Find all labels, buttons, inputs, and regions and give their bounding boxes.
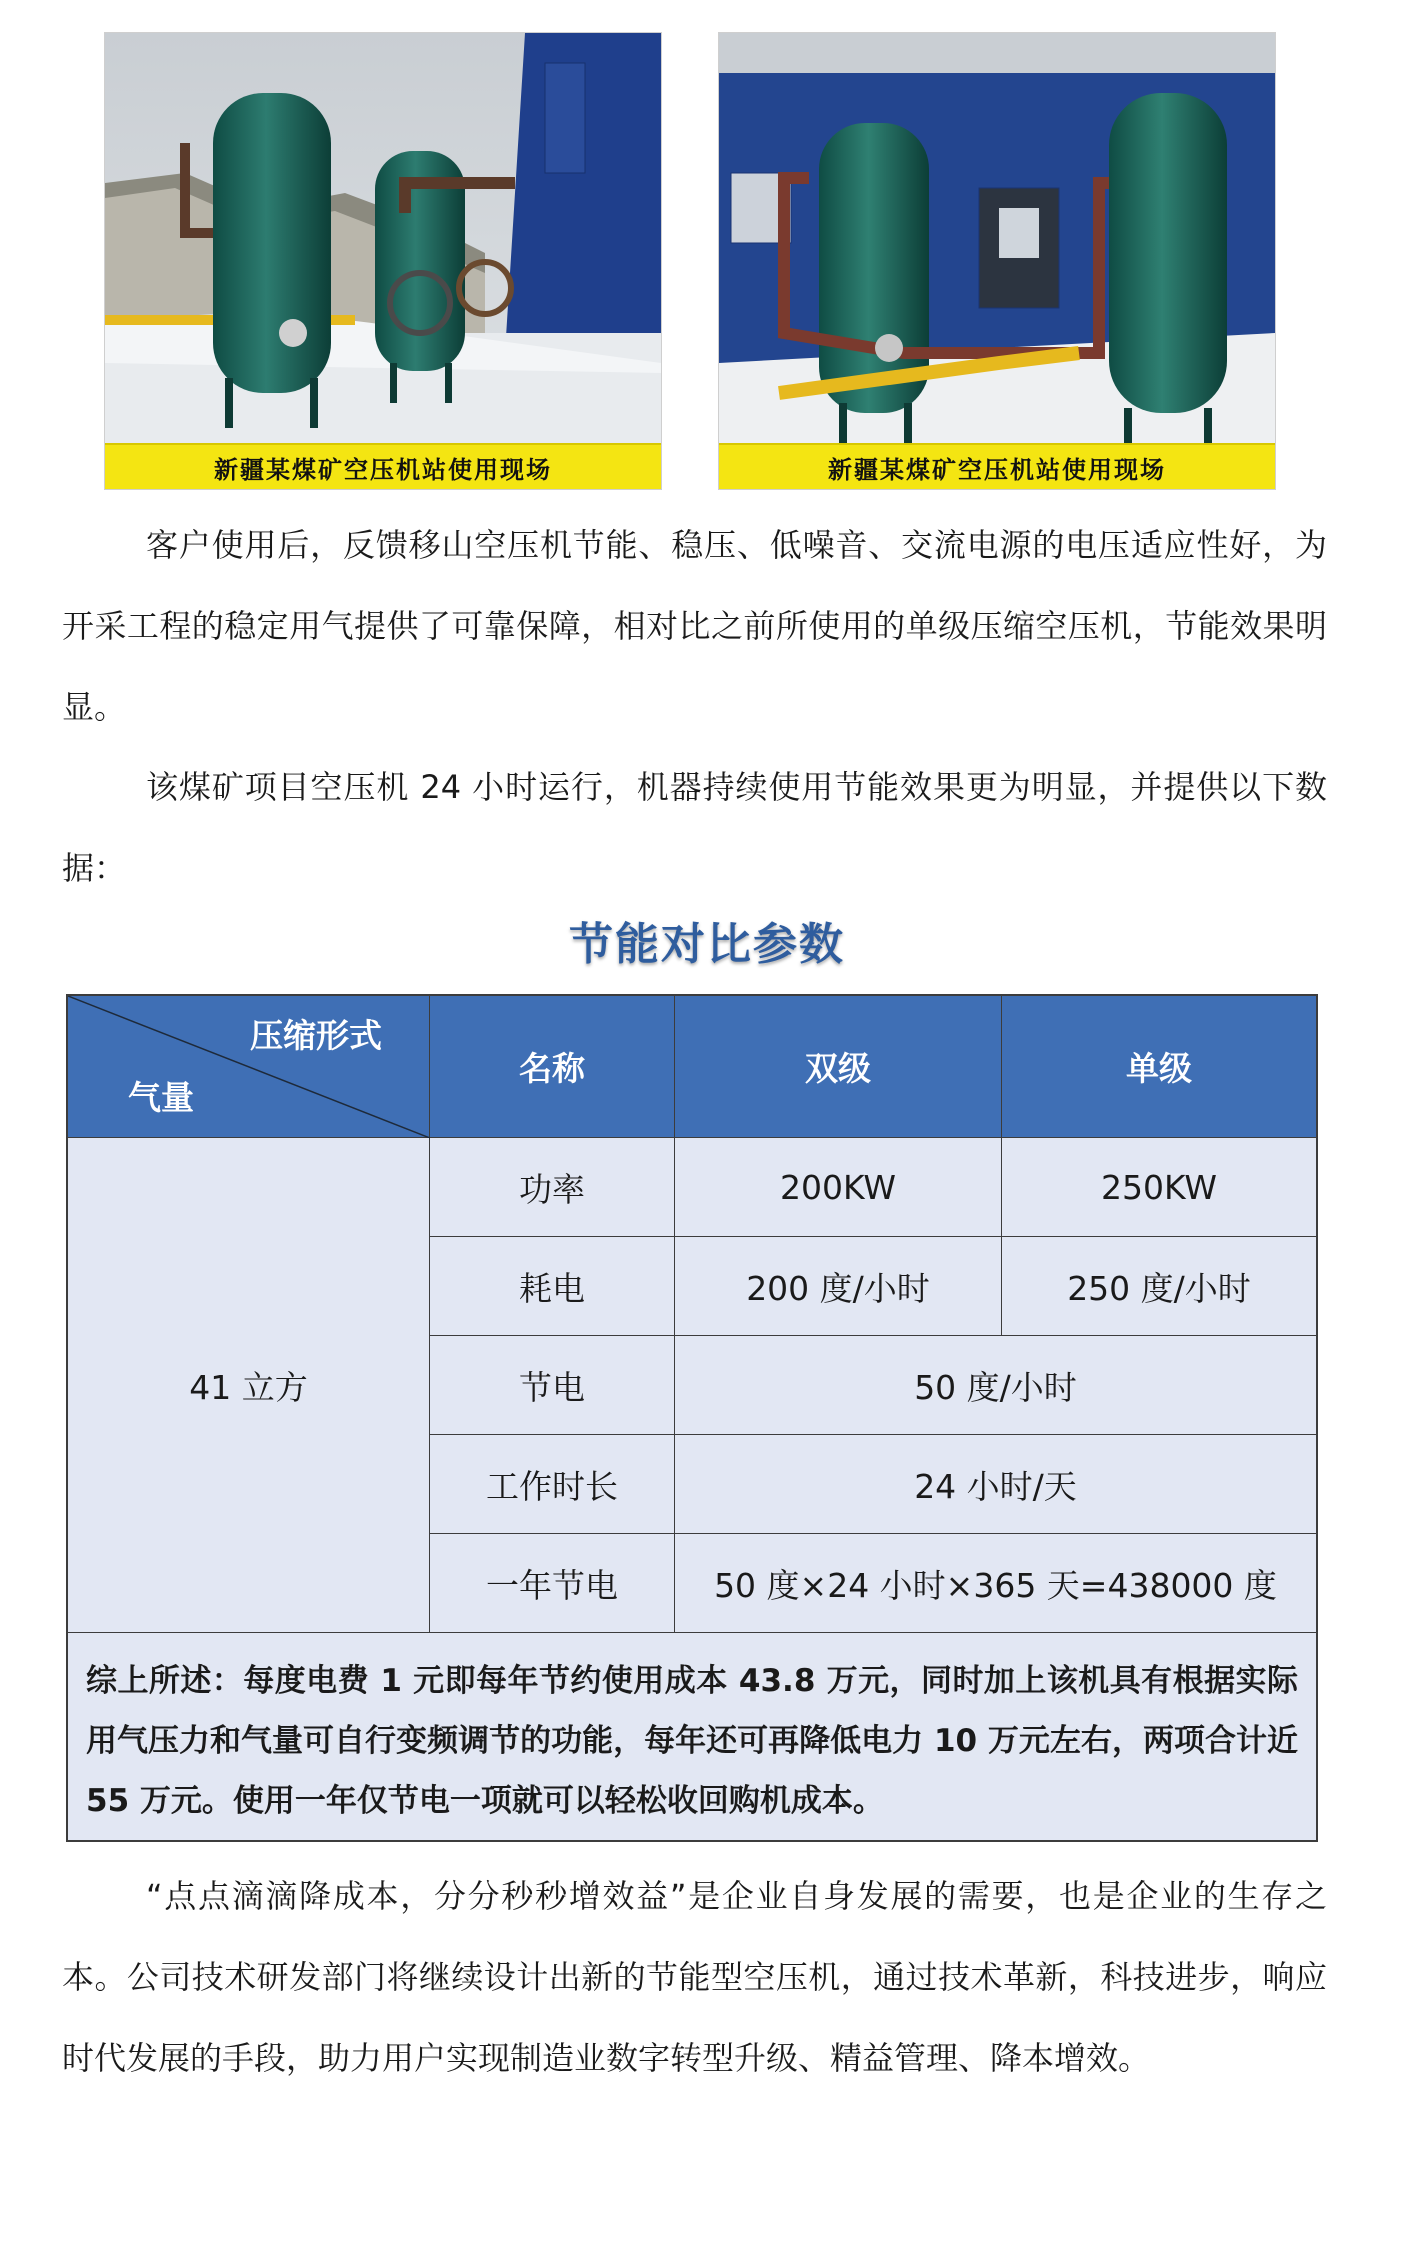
site-photo-left	[104, 32, 662, 490]
header-name: 名称	[430, 996, 675, 1138]
row-label-hours: 工作时长	[430, 1435, 675, 1534]
corner-header-cell	[68, 996, 430, 1138]
closing-paragraph: “点点滴滴降成本，分分秒秒增效益”是企业自身发展的需要，也是企业的生存之本。公司技术研发部门将继续设计出新的节能型空压机，通过技术革新，科技进步，响应时代发展的手段，助力用户实现制造业数字转型升级、精益管理、降本增效。	[62, 1877, 1327, 2077]
power-single-value: 250KW	[1002, 1138, 1316, 1237]
photo-right-illustration	[719, 33, 1275, 489]
gas-volume-cell: 41 立方	[68, 1138, 430, 1633]
hours-value: 24 小时/天	[675, 1435, 1316, 1534]
photo-left-caption: 新疆某煤矿空压机站使用现场	[105, 443, 661, 489]
consumption-single-value: 250 度/小时	[1002, 1237, 1316, 1336]
intro-paragraph: 客户使用后，反馈移山空压机节能、稳压、低噪音、交流电源的电压适应性好，为开采工程的稳定用气提供了可靠保障，相对比之前所使用的单级压缩空压机，节能效果明显。	[62, 526, 1327, 726]
row-label-annual: 一年节电	[430, 1534, 675, 1633]
data-intro-paragraph: 该煤矿项目空压机 24 小时运行，机器持续使用节能效果更为明显，并提供以下数据：	[62, 768, 1327, 887]
site-photo-right	[718, 32, 1276, 490]
header-double-stage: 双级	[675, 996, 1002, 1138]
energy-comparison-table	[66, 994, 1318, 1842]
consumption-double-value: 200 度/小时	[675, 1237, 1002, 1336]
photo-left-illustration	[105, 33, 661, 489]
row-label-consumption: 耗电	[430, 1237, 675, 1336]
summary-text: 综上所述：每度电费 1 元即每年节约使用成本 43.8 万元，同时加上该机具有根据实际用气压力和气量可自行变频调节的功能，每年还可再降低电力 10 万元左右，两项合计近 55 万元。使用一年仅节电一项就可以轻松收回购机成本。	[68, 1633, 1316, 1840]
photo-right-caption: 新疆某煤矿空压机站使用现场	[719, 443, 1275, 489]
corner-label-compression: 压缩形式	[250, 1016, 382, 1055]
row-label-saving: 节电	[430, 1336, 675, 1435]
corner-label-gas-volume: 气量	[128, 1078, 194, 1117]
header-single-stage: 单级	[1002, 996, 1316, 1138]
table-title: 节能对比参数	[569, 919, 845, 970]
row-label-power: 功率	[430, 1138, 675, 1237]
saving-value: 50 度/小时	[675, 1336, 1316, 1435]
power-double-value: 200KW	[675, 1138, 1002, 1237]
annual-value: 50 度×24 小时×365 天=438000 度	[675, 1534, 1316, 1633]
